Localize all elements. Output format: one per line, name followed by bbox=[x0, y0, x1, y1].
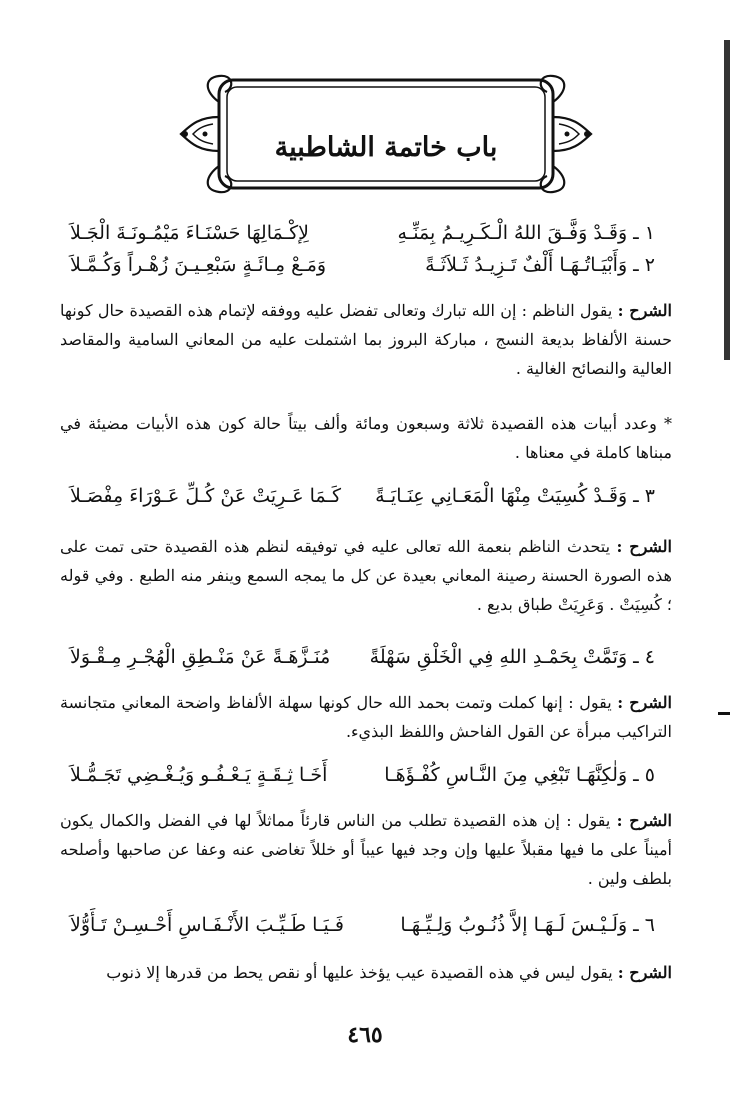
verse-second-hemistich: كَـمَا عَـرِيَتْ عَنْ كُـلِّ عَـوْرَاءَ مِفْصَـلاَ bbox=[70, 485, 341, 507]
verse-first-hemistich: ٣ ـ وَقَـدْ كُسِيَتْ مِنْهَا الْمَعَـانِي عِنَـايَـةً bbox=[375, 485, 655, 507]
commentary-paragraph bbox=[60, 532, 672, 619]
commentary-paragraph bbox=[60, 296, 672, 383]
verse-second-hemistich: لِإكْـمَالِهَا حَسْنَـاءَ مَيْمُـونَـةَ الْجَـلاَ bbox=[70, 222, 309, 244]
page-number: ٤٦٥ bbox=[347, 1022, 383, 1048]
poem-verse bbox=[70, 481, 655, 511]
commentary-text: يقول : إنها كملت وتمت بحمد الله حال كونها سهلة الألفاظ واضحة المعاني متجانسة التراكيب مبرأة عن القول الفاحش واللفظ البذيء. bbox=[60, 693, 672, 741]
poem-verse bbox=[70, 250, 655, 280]
commentary-label: الشرح : bbox=[616, 811, 672, 830]
verse-first-hemistich: ٥ ـ وَلٰكِنَّهَـا تَبْغِي مِنَ النَّـاسِ كُفْـؤَهَـا bbox=[384, 764, 655, 786]
commentary-paragraph bbox=[60, 958, 672, 987]
commentary-text: يقول : إن هذه القصيدة تطلب من الناس قارئاً مماثلاً لها في الفضل والكمال يكون أميناً على ما فيها مقبلاً عليها وإن وجد فيها عيباً أو خللاً تغاضى عنه وعفا عن صاحبها وأصلحه بلطف ولين . bbox=[60, 811, 672, 888]
chapter-title: باب خاتمة الشاطبية bbox=[274, 132, 498, 163]
commentary-text: يقول ليس في هذه القصيدة عيب يؤخذ عليها أو نقص يحط من قدرها إلا ذنوب bbox=[106, 963, 613, 982]
commentary-label: الشرح : bbox=[617, 963, 672, 982]
poem-verse bbox=[70, 642, 655, 672]
commentary-label: الشرح : bbox=[616, 537, 672, 556]
verse-second-hemistich: مُنَـزَّهَـةً عَنْ مَنْـطِقِ الْهُجْـرِ مِـقْـوَلاَ bbox=[70, 646, 331, 668]
scan-edge-mark bbox=[724, 40, 730, 360]
verse-first-hemistich: ٤ ـ وَتَمَّتْ بِحَمْـدِ اللهِ فِي الْخَلْقِ سَهْلَةً bbox=[369, 646, 655, 668]
commentary-label: الشرح : bbox=[617, 301, 672, 320]
commentary-paragraph bbox=[60, 806, 672, 893]
verse-count-note: * وعدد أبيات هذه القصيدة ثلاثة وسبعون ومائة وألف بيتاً حالة كون هذه الأبيات مضيئة في مبناها كاملة في معناها . bbox=[60, 414, 672, 462]
poem-verse bbox=[70, 760, 655, 790]
commentary-text: يتحدث الناظم بنعمة الله تعالى عليه في توفيقه لنظم هذه القصيدة حتى تمت على هذه الصورة الحسنة رصينة المعاني بعيدة عن كل ما يمجه السمع وينفر منه الطبع . وفي قوله ؛ كُسِيَتْ . وَعَرِيَتْ طباق بديع . bbox=[60, 537, 672, 614]
poem-verse bbox=[70, 910, 655, 940]
verse-first-hemistich: ٢ ـ وَأَبْيَـاتُـهَـا أَلْفٌ تَـزِيـدُ ثَـلاَثَـةً bbox=[425, 254, 655, 276]
verse-second-hemistich: وَمَـعْ مِـائَـةٍ سَبْعِـيـنَ زُهْـراً وَكُـمَّـلاَ bbox=[70, 254, 327, 276]
verse-second-hemistich: فَـيَـا طَـيِّـبَ الأَنْـفَـاسِ أَحْـسِـنْ تَـأَوُّلاَ bbox=[70, 914, 344, 936]
poem-verse bbox=[70, 218, 655, 248]
verse-first-hemistich: ٦ ـ وَلَـيْـسَ لَـهَـا إلاَّ ذُنُـوبُ وَلِـيِّـهَـا bbox=[400, 914, 655, 936]
commentary-paragraph bbox=[60, 688, 672, 746]
verse-first-hemistich: ١ ـ وَقَـدْ وَفَّـقَ اللهُ الْـكَـرِيـمُ بِمَنِّـهِ bbox=[397, 222, 655, 244]
scan-edge-mark bbox=[718, 712, 730, 715]
commentary-text: يقول الناظم : إن الله تبارك وتعالى تفضل عليه ووفقه لإتمام هذه القصيدة حال كونها حسنة الألفاظ بديعة النسج ، مباركة البروز بما اشتملت عليه من المعاني السامية والمقاصد العالية والنصائح الغالية . bbox=[60, 301, 672, 378]
verse-second-hemistich: أَخَـا ثِـقَـةٍ يَـعْـفُـو وَيُـغْـضِي تَجَـمُّـلاَ bbox=[70, 764, 328, 786]
commentary-label: الشرح : bbox=[617, 693, 672, 712]
